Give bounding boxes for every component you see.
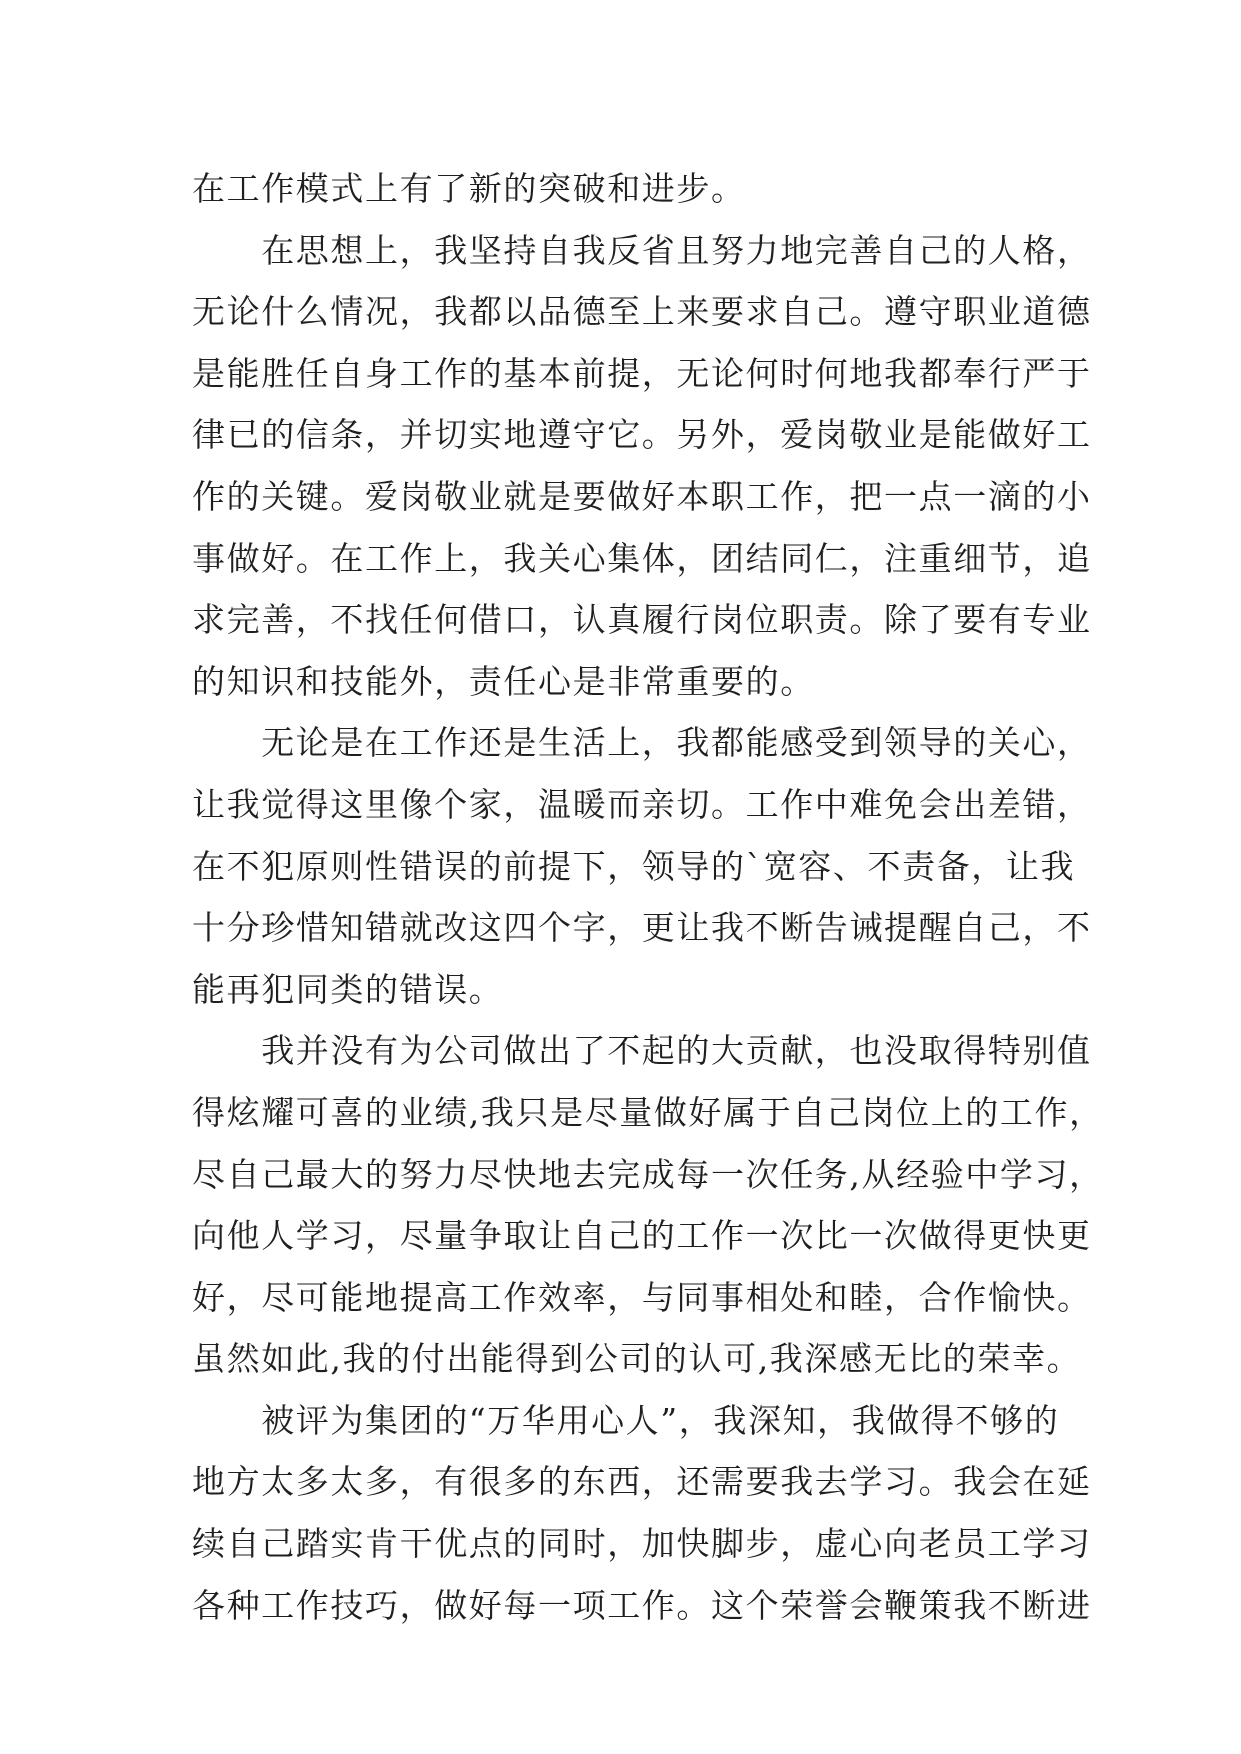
text-line: 向他人学习，尽量争取让自己的工作一次比一次做得更快更 xyxy=(192,1216,1092,1256)
text-line: 地方太多太多，有很多的东西，还需要我去学习。我会在延 xyxy=(192,1462,1092,1502)
text-line: 的知识和技能外，责任心是非常重要的。 xyxy=(192,661,815,701)
text-line: 被评为集团的“万华用心人”，我深知，我做得不够的 xyxy=(192,1400,1060,1440)
text-line: 得炫耀可喜的业绩,我只是尽量做好属于自己岗位上的工作， xyxy=(192,1092,1104,1132)
text-line: 在思想上，我坚持自我反省且努力地完善自己的人格， xyxy=(192,230,1092,270)
text-line: 十分珍惜知错就改这四个字，更让我不断告诫提醒自己，不 xyxy=(192,908,1092,948)
text-line: 律已的信条，并切实地遵守它。另外，爱岗敬业是能做好工 xyxy=(192,415,1092,455)
text-line: 我并没有为公司做出了不起的大贡献，也没取得特别值 xyxy=(192,1031,1092,1071)
text-line: 作的关键。爱岗敬业就是要做好本职工作，把一点一滴的小 xyxy=(192,476,1092,516)
text-line: 求完善，不找任何借口，认真履行岗位职责。除了要有专业 xyxy=(192,600,1092,640)
text-line: 让我觉得这里像个家，温暖而亲切。工作中难免会出差错， xyxy=(192,784,1092,824)
text-line: 尽自己最大的努力尽快地去完成每一次任务,从经验中学习， xyxy=(192,1154,1104,1194)
text-line: 各种工作技巧，做好每一项工作。这个荣誉会鞭策我不断进 xyxy=(192,1585,1092,1625)
text-line: 是能胜任自身工作的基本前提，无论何时何地我都奉行严于 xyxy=(192,353,1092,393)
text-line: 无论是在工作还是生活上，我都能感受到领导的关心， xyxy=(192,723,1092,763)
text-line: 在工作模式上有了新的突破和进步。 xyxy=(192,169,746,208)
text-line: 无论什么情况，我都以品德至上来要求自己。遵守职业道德 xyxy=(192,292,1092,332)
text-line: 在不犯原则性错误的前提下，领导的`宽容、不责备，让我 xyxy=(192,846,1076,886)
text-line: 好，尽可能地提高工作效率，与同事相处和睦，合作愉快。 xyxy=(192,1277,1092,1317)
text-line: 续自己踏实肯干优点的同时，加快脚步，虚心向老员工学习 xyxy=(192,1524,1092,1564)
text-line: 能再犯同类的错误。 xyxy=(192,969,504,1009)
text-line: 事做好。在工作上，我关心集体，团结同仁，注重细节，追 xyxy=(192,538,1092,578)
body-text xyxy=(192,158,1104,1636)
text-line: 虽然如此,我的付出能得到公司的认可,我深感无比的荣幸。 xyxy=(192,1339,1082,1379)
